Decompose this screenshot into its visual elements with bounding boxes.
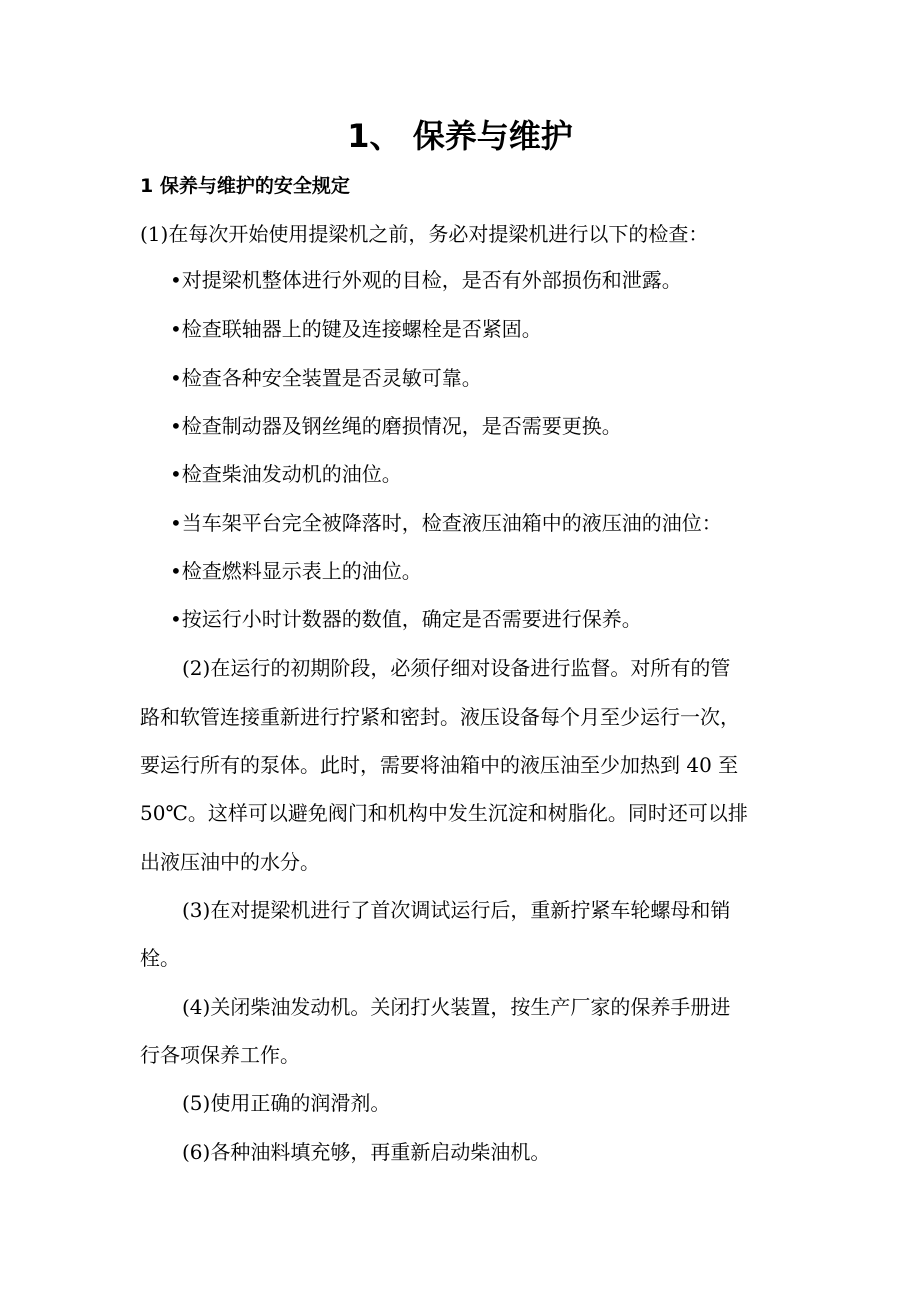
paragraph-3-line: (3)在对提梁机进行了首次调试运行后，重新拧紧车轮螺母和销	[182, 898, 731, 922]
paragraph-2-line: 出液压油中的水分。	[140, 850, 320, 874]
paragraph-2-line: 路和软管连接重新进行拧紧和密封。液压设备每个月至少运行一次，	[140, 705, 740, 729]
bullet-item: •对提梁机整体进行外观的目检，是否有外部损伤和泄露。	[170, 268, 682, 292]
page-title: 1、 保养与维护	[347, 117, 573, 155]
paragraph-2-line: (2)在运行的初期阶段，必须仔细对设备进行监督。对所有的管	[182, 656, 731, 680]
bullet-item: •检查联轴器上的键及连接螺栓是否紧固。	[170, 317, 542, 341]
paragraph-2-line: 50℃。这样可以避免阀门和机构中发生沉淀和树脂化。同时还可以排	[140, 801, 748, 825]
paragraph-4-line: (4)关闭柴油发动机。关闭打火装置，按生产厂家的保养手册进	[182, 995, 731, 1019]
section-heading: 1 保养与维护的安全规定	[140, 175, 350, 197]
bullet-item: •按运行小时计数器的数值，确定是否需要进行保养。	[170, 607, 642, 631]
bullet-item: •检查制动器及钢丝绳的磨损情况，是否需要更换。	[170, 414, 622, 438]
paragraph-4-line: 行各项保养工作。	[140, 1043, 300, 1067]
paragraph-5: (5)使用正确的润滑剂。	[182, 1091, 391, 1115]
bullet-item: •检查柴油发动机的油位。	[170, 462, 402, 486]
paragraph-6: (6)各种油料填充够，再重新启动柴油机。	[182, 1140, 551, 1164]
bullet-item: •检查各种安全装置是否灵敏可靠。	[170, 366, 482, 390]
paragraph-3-line: 栓。	[140, 946, 180, 970]
paragraph-2-line: 要运行所有的泵体。此时，需要将油箱中的液压油至少加热到 40 至	[140, 753, 739, 777]
bullet-item: •当车架平台完全被降落时，检查液压油箱中的液压油的油位：	[170, 511, 722, 535]
bullet-item: •检查燃料显示表上的油位。	[170, 559, 422, 583]
intro-paragraph: (1)在每次开始使用提梁机之前，务必对提梁机进行以下的检查：	[140, 222, 709, 246]
